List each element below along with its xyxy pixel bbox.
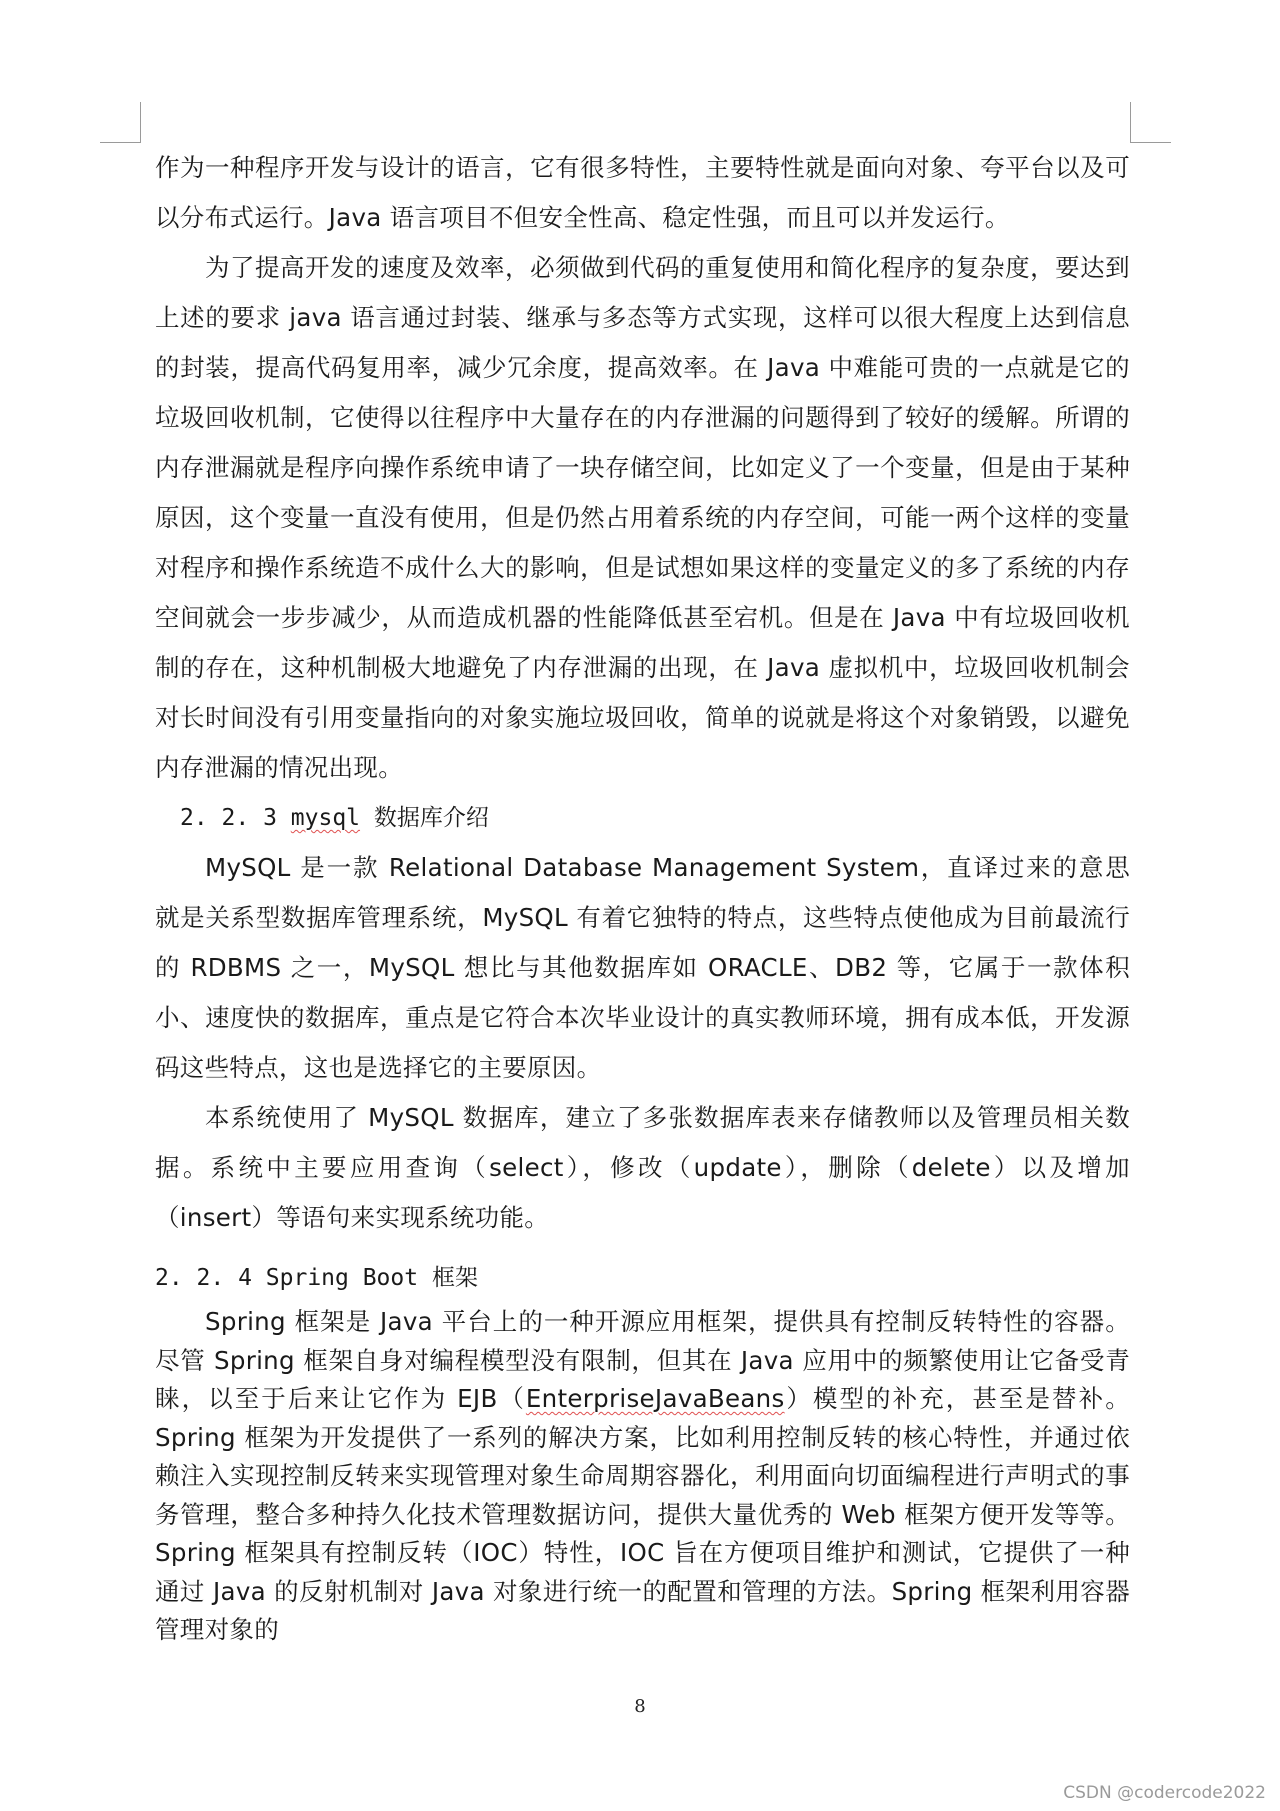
section-keyword: mysql xyxy=(290,805,361,831)
paragraph-spring-intro: Spring 框架是 Java 平台上的一种开源应用框架，提供具有控制反转特性的容器。尽管 Spring 框架自身对编程模型没有限制，但其在 Java 应用中的频繁使用让它备受青睐，以至于后来让它作为 EJB（EnterpriseJavaBeans）模型的补充，甚至是替补。Spring 框架为开发提供了一系列的解决方案，比如利用控制反转的核心特性，并通过依赖注入实现控制反转来实现管理对象生命周期容器化，利用面向切面编程进行声明式的事务管理，整合多种持久化技术管理数据访问，提供大量优秀的 Web 框架方便开发等等。Spring 框架具有控制反转（IOC）特性，IOC 旨在方便项目维护和测试，它提供了一种通过 Java 的反射机制对 Java 对象进行统一的配置和管理的方法。Spring 框架利用容器管理对象的 xyxy=(155,1307,1130,1644)
page-number: 8 xyxy=(634,1696,646,1717)
ejb-term: EnterpriseJavaBeans xyxy=(525,1384,785,1413)
paragraph-mysql-intro: MySQL 是一款 Relational Database Management System，直译过来的意思就是关系型数据库管理系统，MySQL 有着它独特的特点，这些特点使他成为目前最流行的 RDBMS 之一，MySQL 想比与其他数据库如 ORACLE、DB2 等，它属于一款体积小、速度快的数据库，重点是它符合本次毕业设计的真实教师环境，拥有成本低，开发源码这些特点，这也是选择它的主要原因。 xyxy=(155,853,1130,1082)
section-heading-mysql xyxy=(155,793,1130,843)
section-number: 2. 2. 3 xyxy=(180,805,291,831)
crop-mark-top-right xyxy=(1130,102,1171,143)
watermark: CSDN @codercode2022 xyxy=(1063,1783,1266,1803)
section-number: 2. 2. 4 xyxy=(155,1265,266,1291)
page-body xyxy=(155,143,1130,1650)
section-title: Spring Boot 框架 xyxy=(265,1265,478,1291)
paragraph-java-gc: 为了提高开发的速度及效率，必须做到代码的重复使用和简化程序的复杂度，要达到上述的要求 java 语言通过封装、继承与多态等方式实现，这样可以很大程度上达到信息的封装，提高代码复用率，减少冗余度，提高效率。在 Java 中难能可贵的一点就是它的垃圾回收机制，它使得以往程序中大量存在的内存泄漏的问题得到了较好的缓解。所谓的内存泄漏就是程序向操作系统申请了一块存储空间，比如定义了一个变量，但是由于某种原因，这个变量一直没有使用，但是仍然占用着系统的内存空间，可能一两个这样的变量对程序和操作系统造不成什么大的影响，但是试想如果这样的变量定义的多了系统的内存空间就会一步步减少，从而造成机器的性能降低甚至宕机。但是在 Java 中有垃圾回收机制的存在，这种机制极大地避免了内存泄漏的出现，在 Java 虚拟机中，垃圾回收机制会对长时间没有引用变量指向的对象实施垃圾回收，简单的说就是将这个对象销毁，以避免内存泄漏的情况出现。 xyxy=(155,253,1130,782)
section-title: 数据库介绍 xyxy=(360,805,489,831)
section-heading-spring-boot xyxy=(155,1253,1130,1303)
crop-mark-top-left xyxy=(100,102,141,143)
paragraph-mysql-usage: 本系统使用了 MySQL 数据库，建立了多张数据库表来存储教师以及管理员相关数据。系统中主要应用查询（select），修改（update），删除（delete）以及增加（insert）等语句来实现系统功能。 xyxy=(155,1103,1130,1232)
paragraph-java-features: 作为一种程序开发与设计的语言，它有很多特性，主要特性就是面向对象、夸平台以及可以分布式运行。Java 语言项目不但安全性高、稳定性强，而且可以并发运行。 xyxy=(155,153,1130,232)
